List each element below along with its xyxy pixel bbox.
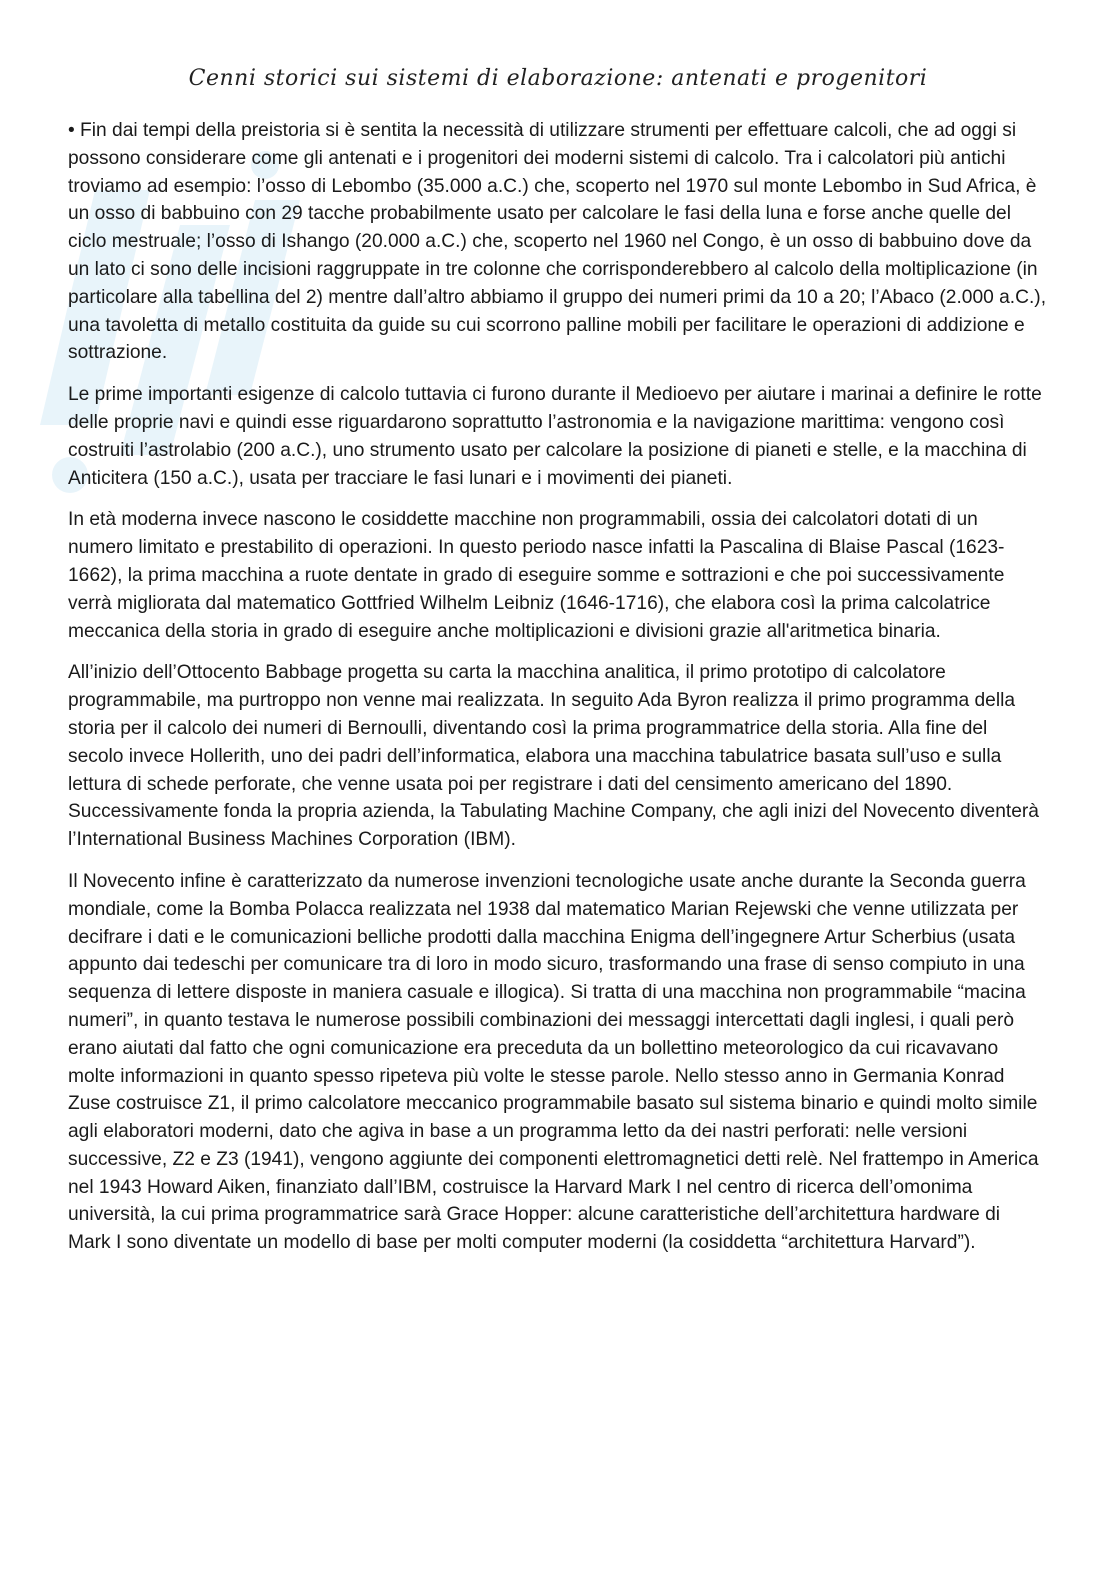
document-title: Cenni storici sui sistemi di elaborazione: antenati e progenitori [188,66,928,91]
paragraph-twentieth-century: Il Novecento infine è caratterizzato da numerose invenzioni tecnologiche usate anche durante la Seconda guerra mondiale, come la Bomba Polacca realizzata nel 1938 dal matematico Marian Rejewski che venne utilizzata per decifrare i dati e le comunicazioni belliche prodotti dalla macchina Enigma dell’ingegnere Artur Scherbius (usata appunto dai tedeschi per comunicare tra di loro in modo sicuro, trasformando una frase di senso compiuto in una sequenza di lettere disposte in maniera casuale e illogica). Si tratta di una macchina non programmabile “macina numeri”, in quanto testava le numerose possibili combinazioni dei messaggi intercettati dagli inglesi, i quali però erano aiutati dal fatto che ogni comunicazione era preceduta da un bollettino meteorologico da cui ricavavano molte informazioni in quanto spesso ripeteva più volte le stesse parole. Nello stesso anno in Germania Konrad Zuse costruisce Z1, il primo calcolatore meccanico programmabile basato sul sistema binario e quindi molto simile agli elaboratori moderni, dato che agiva in base a un programma letto da dei nastri perforati: nelle versioni successive, Z2 e Z3 (1941), vengono aggiunte dei componenti elettromagnetici detti relè. Nel frattempo in America nel 1943 Howard Aiken, finanziato dall’IBM, costruisce la Harvard Mark I nel centro di ricerca dell’omonima università, la cui prima programmatrice sarà Grace Hopper: alcune caratteristiche dell’architettura hardware di Mark I sono diventate un modello di base per molti computer moderni (la cosiddetta “architettura Harvard”). [68,870,1039,1254]
document-body [68,117,1048,1271]
paragraph-middle-ages: Le prime importanti esigenze di calcolo tuttavia ci furono durante il Medioevo per aiutare i marinai a definire le rotte delle proprie navi e quindi esse riguardarono soprattutto l’astronomia e la navigazione marittima: vengono così costruiti l’astrolabio (200 a.C.), uno strumento usato per calcolare la posizione di pianeti e stelle, e la macchina di Anticitera (150 a.C.), usata per tracciare le fasi lunari e i movimenti dei pianeti. [68,384,1042,489]
paragraph-nineteenth-century: All’inizio dell’Ottocento Babbage progetta su carta la macchina analitica, il primo prototipo di calcolatore programmabile, ma purtroppo non venne mai realizzata. In seguito Ada Byron realizza il primo programma della storia per il calcolo dei numeri di Bernoulli, diventando così la prima programmatrice della storia. Alla fine del secolo invece Hollerith, uno dei padri dell’informatica, elabora una macchina tabulatrice basata sull’uso e sulla lettura di schede perforate, che venne usata poi per registrare i dati del censimento americano del 1890. Successivamente fonda la propria azienda, la Tabulating Machine Company, che agli inizi del Novecento diventerà l’International Business Machines Corporation (IBM). [68,662,1039,851]
paragraph-modern-age: In età moderna invece nascono le cosiddette macchine non programmabili, ossia dei calcolatori dotati di un numero limitato e prestabilito di operazioni. In questo periodo nasce infatti la Pascalina di Blaise Pascal (1623-1662), la prima macchina a ruote dentate in grado di eseguire somme e sottrazioni e che poi successivamente verrà migliorata dal matematico Gottfried Wilhelm Leibniz (1646-1716), che elabora così la prima calcolatrice meccanica della storia in grado di eseguire anche moltiplicazioni e divisioni grazie all'aritmetica binaria. [68,509,1005,642]
paragraph-prehistory: • Fin dai tempi della preistoria si è sentita la necessità di utilizzare strumenti per effettuare calcoli, che ad oggi si possono considerare come gli antenati e i progenitori dei moderni sistemi di calcolo. Tra i calcolatori più antichi troviamo ad esempio: l’osso di Lebombo (35.000 a.C.) che, scoperto nel 1970 sul monte Lebombo in Sud Africa, è un osso di babbuino con 29 tacche probabilmente usato per calcolare le fasi della luna e forse anche quelle del ciclo mestruale; l’osso di Ishango (20.000 a.C.) che, scoperto nel 1960 nel Congo, è un osso di babbuino dove da un lato ci sono delle incisioni raggruppate in tre colonne che corrisponderebbero al calcolo della moltiplicazione (in particolare alla tabellina del 2) mentre dall’altro abbiamo il gruppo dei numeri primi da 10 a 20; l’Abaco (2.000 a.C.), una tavoletta di metallo costituita da guide su cui scorrono palline mobili per facilitare le operazioni di addizione e sottrazione. [68,120,1047,364]
